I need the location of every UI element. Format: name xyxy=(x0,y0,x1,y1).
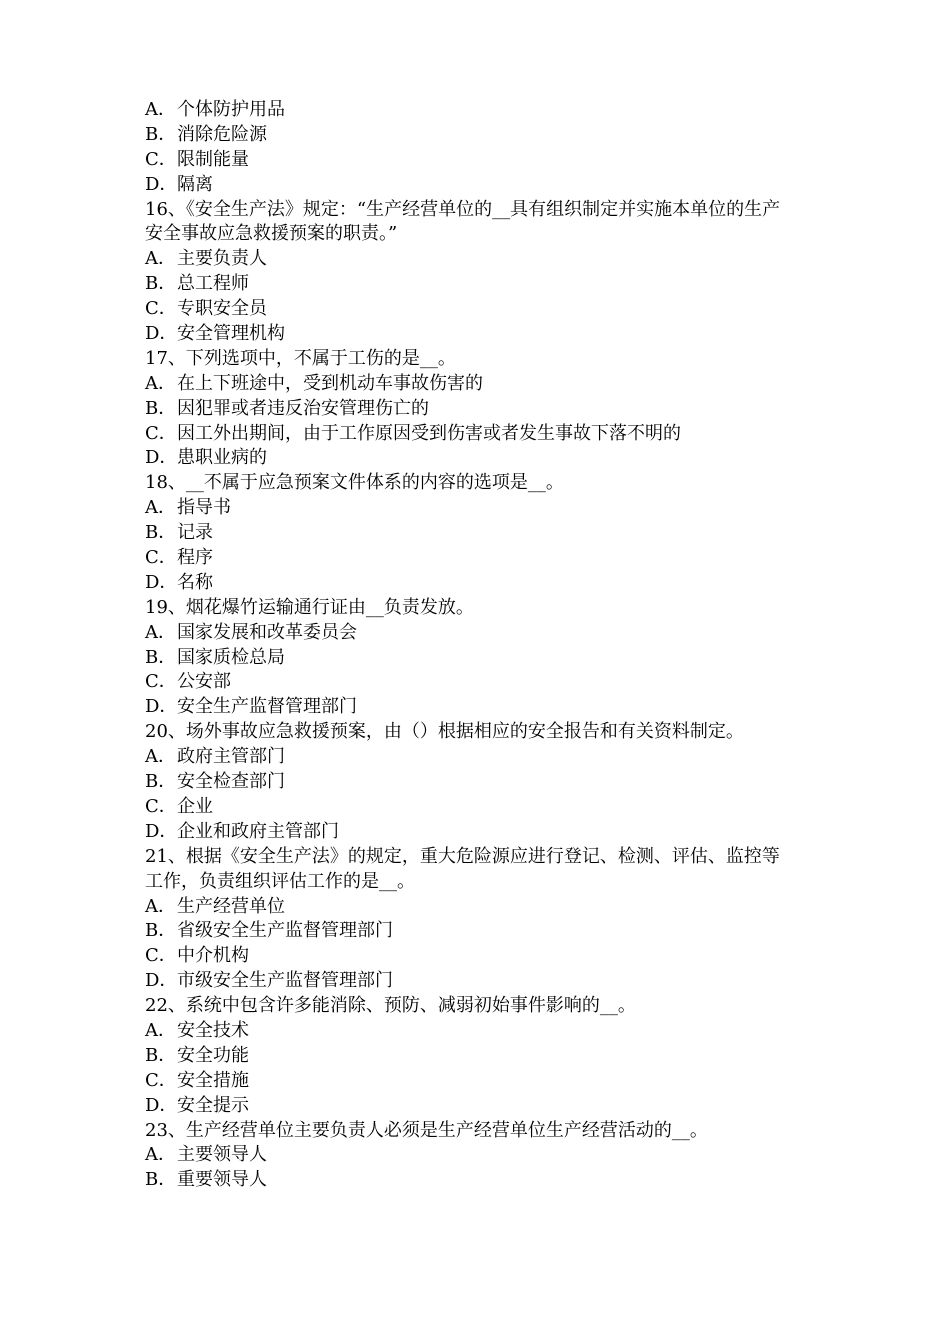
option-text: 安全措施 xyxy=(177,1069,249,1091)
option-letter: B． xyxy=(145,522,177,544)
option-text: 主要领导人 xyxy=(177,1144,267,1166)
option-text: 政府主管部门 xyxy=(177,746,285,768)
option-letter: D． xyxy=(145,447,178,469)
option-line xyxy=(145,1168,825,1193)
option-letter: B． xyxy=(145,123,177,145)
option-line xyxy=(145,496,825,521)
option-text: 国家发展和改革委员会 xyxy=(177,621,357,643)
option-letter: B． xyxy=(145,1044,177,1066)
option-line xyxy=(145,123,825,148)
option-line xyxy=(145,919,825,944)
option-text: 重要领导人 xyxy=(177,1169,267,1191)
option-text: 国家质检总局 xyxy=(177,646,285,668)
option-text: 安全提示 xyxy=(177,1094,249,1116)
option-letter: D． xyxy=(145,970,178,992)
option-text: 总工程师 xyxy=(177,273,249,295)
option-line xyxy=(145,795,825,820)
option-letter: D． xyxy=(145,323,178,345)
option-letter: C． xyxy=(145,795,177,817)
option-line xyxy=(145,646,825,671)
option-line xyxy=(145,895,825,920)
question-text: 19、烟花爆竹运输通行证由__负责发放。 xyxy=(145,596,474,618)
question-text: 23、生产经营单位主要负责人必须是生产经营单位生产经营活动的__。 xyxy=(145,1119,708,1141)
option-letter: B． xyxy=(145,397,177,419)
option-line xyxy=(145,670,825,695)
option-letter: C． xyxy=(145,945,177,967)
option-line xyxy=(145,621,825,646)
option-line xyxy=(145,372,825,397)
option-line xyxy=(145,521,825,546)
option-line xyxy=(145,1044,825,1069)
option-letter: A． xyxy=(145,895,176,917)
option-text: 企业 xyxy=(177,795,213,817)
option-text: 专职安全员 xyxy=(177,298,267,320)
option-line xyxy=(145,148,825,173)
option-letter: D． xyxy=(145,571,178,593)
option-text: 生产经营单位 xyxy=(177,895,285,917)
option-letter: D． xyxy=(145,173,178,195)
question-text: 18、__不属于应急预案文件体系的内容的选项是__。 xyxy=(145,472,564,494)
option-line xyxy=(145,297,825,322)
option-letter: B． xyxy=(145,646,177,668)
option-text: 患职业病的 xyxy=(177,447,267,469)
option-line xyxy=(145,272,825,297)
option-line xyxy=(145,770,825,795)
option-letter: A． xyxy=(145,1144,176,1166)
question-text: 工作，负责组织评估工作的是__。 xyxy=(145,870,415,892)
option-text: 市级安全生产监督管理部门 xyxy=(177,970,393,992)
option-letter: D． xyxy=(145,820,178,842)
option-line xyxy=(145,969,825,994)
option-letter: A． xyxy=(145,1019,176,1041)
option-line xyxy=(145,571,825,596)
option-letter: A． xyxy=(145,248,176,270)
question-list xyxy=(145,98,825,1193)
option-text: 指导书 xyxy=(177,497,231,519)
option-line xyxy=(145,422,825,447)
option-letter: C． xyxy=(145,422,177,444)
option-text: 消除危险源 xyxy=(177,123,267,145)
option-line xyxy=(145,745,825,770)
option-letter: A． xyxy=(145,99,176,120)
question-text: 17、下列选项中，不属于工伤的是__。 xyxy=(145,347,456,369)
option-letter: B． xyxy=(145,273,177,295)
option-text: 个体防护用品 xyxy=(177,99,285,120)
option-letter: A． xyxy=(145,372,176,394)
option-text: 省级安全生产监督管理部门 xyxy=(177,920,393,942)
option-text: 中介机构 xyxy=(177,945,249,967)
option-line xyxy=(145,173,825,198)
option-line xyxy=(145,446,825,471)
option-line xyxy=(145,1094,825,1119)
option-letter: A． xyxy=(145,746,176,768)
option-letter: D． xyxy=(145,1094,178,1116)
option-text: 企业和政府主管部门 xyxy=(177,820,339,842)
question-text: 16、《安全生产法》规定：“生产经营单位的__具有组织制定并实施本单位的生产 xyxy=(145,198,781,220)
option-text: 在上下班途中，受到机动车事故伤害的 xyxy=(177,372,483,394)
option-line xyxy=(145,397,825,422)
option-line xyxy=(145,98,825,123)
option-line xyxy=(145,546,825,571)
option-text: 名称 xyxy=(177,571,213,593)
option-letter: D． xyxy=(145,696,178,718)
option-text: 安全功能 xyxy=(177,1044,249,1066)
option-letter: C． xyxy=(145,148,177,170)
option-text: 记录 xyxy=(177,522,213,544)
option-line xyxy=(145,247,825,272)
option-text: 程序 xyxy=(177,547,213,569)
option-letter: C． xyxy=(145,671,177,693)
option-letter: A． xyxy=(145,497,176,519)
option-letter: B． xyxy=(145,1169,177,1191)
option-line xyxy=(145,1019,825,1044)
option-line xyxy=(145,944,825,969)
option-text: 隔离 xyxy=(177,173,213,195)
option-text: 主要负责人 xyxy=(177,248,267,270)
option-letter: B． xyxy=(145,771,177,793)
option-text: 安全检查部门 xyxy=(177,771,285,793)
option-letter: A． xyxy=(145,621,176,643)
question-text: 20、场外事故应急救援预案，由（）根据相应的安全报告和有关资料制定。 xyxy=(145,721,744,743)
question-text: 安全事故应急救援预案的职责。” xyxy=(145,223,398,245)
option-line xyxy=(145,820,825,845)
option-line xyxy=(145,695,825,720)
option-text: 安全生产监督管理部门 xyxy=(177,696,357,718)
option-line xyxy=(145,322,825,347)
option-letter: C． xyxy=(145,298,177,320)
option-text: 公安部 xyxy=(177,671,231,693)
option-text: 安全管理机构 xyxy=(177,323,285,345)
option-text: 因犯罪或者违反治安管理伤亡的 xyxy=(177,397,429,419)
question-text: 21、根据《安全生产法》的规定，重大危险源应进行登记、检测、评估、监控等 xyxy=(145,845,780,867)
option-line xyxy=(145,1069,825,1094)
option-line xyxy=(145,1143,825,1168)
option-letter: C． xyxy=(145,547,177,569)
option-text: 限制能量 xyxy=(177,148,249,170)
option-letter: C． xyxy=(145,1069,177,1091)
option-text: 安全技术 xyxy=(177,1019,249,1041)
option-text: 因工外出期间，由于工作原因受到伤害或者发生事故下落不明的 xyxy=(177,422,681,444)
question-text: 22、系统中包含许多能消除、预防、减弱初始事件影响的__。 xyxy=(145,995,636,1017)
option-letter: B． xyxy=(145,920,177,942)
